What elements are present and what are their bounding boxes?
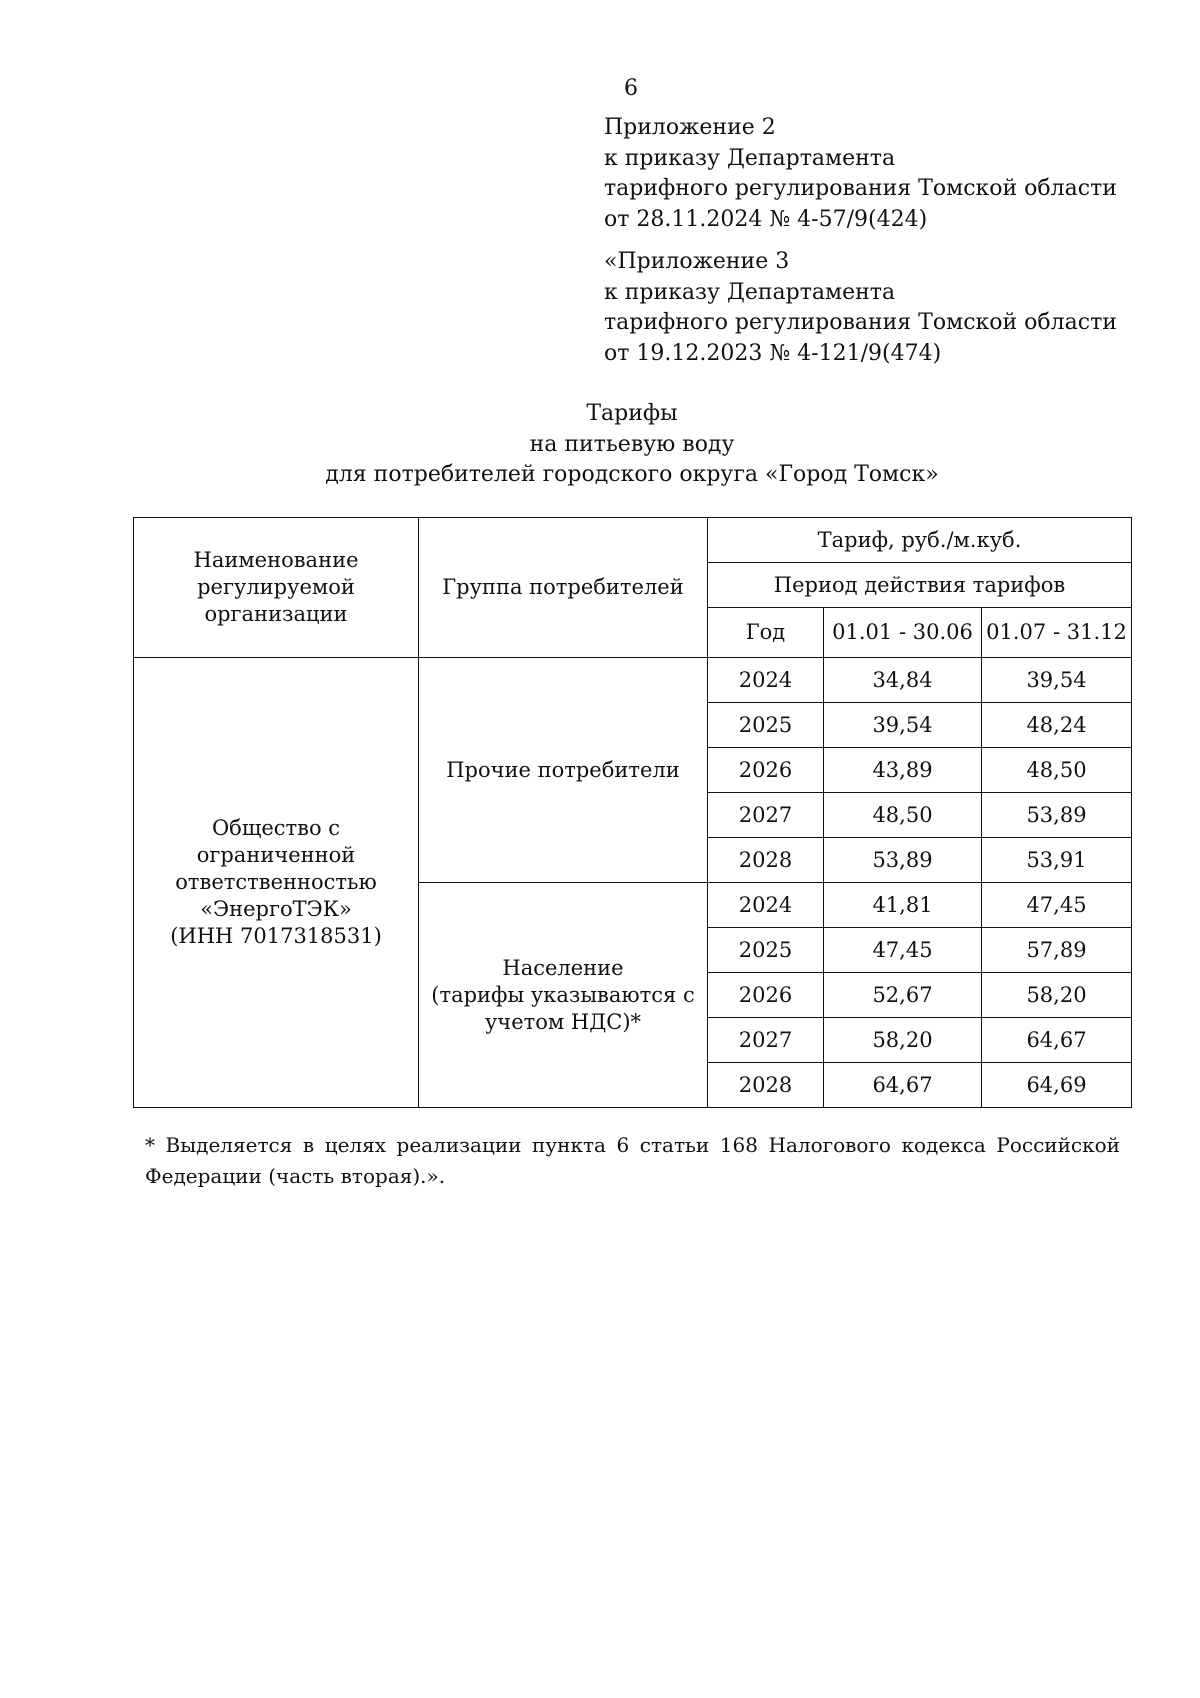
page-number: 6 xyxy=(624,76,638,101)
header-row xyxy=(134,518,1132,563)
second-half-tariff-cell: 57,89 xyxy=(982,928,1132,973)
year-cell: 2026 xyxy=(708,973,824,1018)
organization-line: ограниченной xyxy=(196,843,356,867)
second-half-tariff-cell: 58,20 xyxy=(982,973,1132,1018)
second-half-tariff-cell: 64,69 xyxy=(982,1063,1132,1108)
tariff-table xyxy=(133,517,1132,1108)
first-half-tariff-cell: 48,50 xyxy=(824,793,982,838)
consumer-group-line: Население xyxy=(502,955,624,980)
first-half-tariff-cell: 52,67 xyxy=(824,973,982,1018)
first-half-tariff-cell: 43,89 xyxy=(824,748,982,793)
year-cell: 2025 xyxy=(708,928,824,973)
year-cell: 2027 xyxy=(708,793,824,838)
appendix-3-line: к приказу Департамента xyxy=(604,279,896,305)
footnote: * Выделяется в целях реализации пункта 6 статьи 168 Налогового кодекса Российской Федерации (часть вторая).». xyxy=(145,1133,1120,1188)
organization-cell xyxy=(134,658,419,1108)
appendix-3-line: тарифного регулирования Томской области xyxy=(604,310,1117,335)
year-cell: 2025 xyxy=(708,703,824,748)
title-line: для потребителей городского округа «Город Томск» xyxy=(325,462,939,487)
organization-line: ответственностью xyxy=(175,870,377,894)
header-organization: Наименование регулируемой организации xyxy=(134,518,419,658)
consumer-group-line: (тарифы указываются с xyxy=(431,982,695,1007)
first-half-tariff-cell: 41,81 xyxy=(824,883,982,928)
appendix-2-line: от 28.11.2024 № 4-57/9(424) xyxy=(604,206,928,232)
consumer-group-cell xyxy=(419,883,708,1108)
year-cell: 2028 xyxy=(708,1063,824,1108)
second-half-tariff-cell: 39,54 xyxy=(982,658,1132,703)
appendix-2-line: тарифного регулирования Томской области xyxy=(604,176,1117,201)
table-body xyxy=(134,658,1132,1108)
header-consumer-group: Группа потребителей xyxy=(419,518,708,658)
appendix-2-line: Приложение 2 xyxy=(604,115,776,140)
title-line: на питьевую воду xyxy=(529,431,735,457)
appendix-2-line: к приказу Департамента xyxy=(604,145,896,171)
consumer-group-line: Прочие потребители xyxy=(446,757,680,782)
header-first-half: 01.01 - 30.06 xyxy=(824,608,982,658)
organization-line: Общество с xyxy=(211,816,341,840)
year-cell: 2028 xyxy=(708,838,824,883)
year-cell: 2027 xyxy=(708,1018,824,1063)
first-half-tariff-cell: 47,45 xyxy=(824,928,982,973)
header-year: Год xyxy=(708,608,824,658)
title-line: Тарифы xyxy=(586,401,678,426)
first-half-tariff-cell: 58,20 xyxy=(824,1018,982,1063)
second-half-tariff-cell: 48,24 xyxy=(982,703,1132,748)
header-period: Период действия тарифов xyxy=(708,563,1132,608)
document-title xyxy=(132,399,1132,491)
first-half-tariff-cell: 53,89 xyxy=(824,838,982,883)
header-tariff: Тариф, руб./м.куб. xyxy=(708,518,1132,563)
second-half-tariff-cell: 47,45 xyxy=(982,883,1132,928)
first-half-tariff-cell: 64,67 xyxy=(824,1063,982,1108)
second-half-tariff-cell: 53,91 xyxy=(982,838,1132,883)
first-half-tariff-cell: 39,54 xyxy=(824,703,982,748)
organization-line: (ИНН 7017318531) xyxy=(170,924,382,948)
organization-line: «ЭнергоТЭК» xyxy=(200,897,352,921)
second-half-tariff-cell: 53,89 xyxy=(982,793,1132,838)
year-cell: 2024 xyxy=(708,883,824,928)
appendix-3-reference xyxy=(604,247,1164,369)
year-cell: 2024 xyxy=(708,658,824,703)
consumer-group-line: учетом НДС)* xyxy=(484,1009,642,1034)
second-half-tariff-cell: 64,67 xyxy=(982,1018,1132,1063)
year-cell: 2026 xyxy=(708,748,824,793)
table-row xyxy=(134,658,1132,703)
header-second-half: 01.07 - 31.12 xyxy=(982,608,1132,658)
appendix-3-line: от 19.12.2023 № 4-121/9(474) xyxy=(604,340,942,366)
consumer-group-cell xyxy=(419,658,708,883)
appendix-2-reference xyxy=(604,113,1164,235)
second-half-tariff-cell: 48,50 xyxy=(982,748,1132,793)
first-half-tariff-cell: 34,84 xyxy=(824,658,982,703)
appendix-3-line: «Приложение 3 xyxy=(604,249,790,274)
